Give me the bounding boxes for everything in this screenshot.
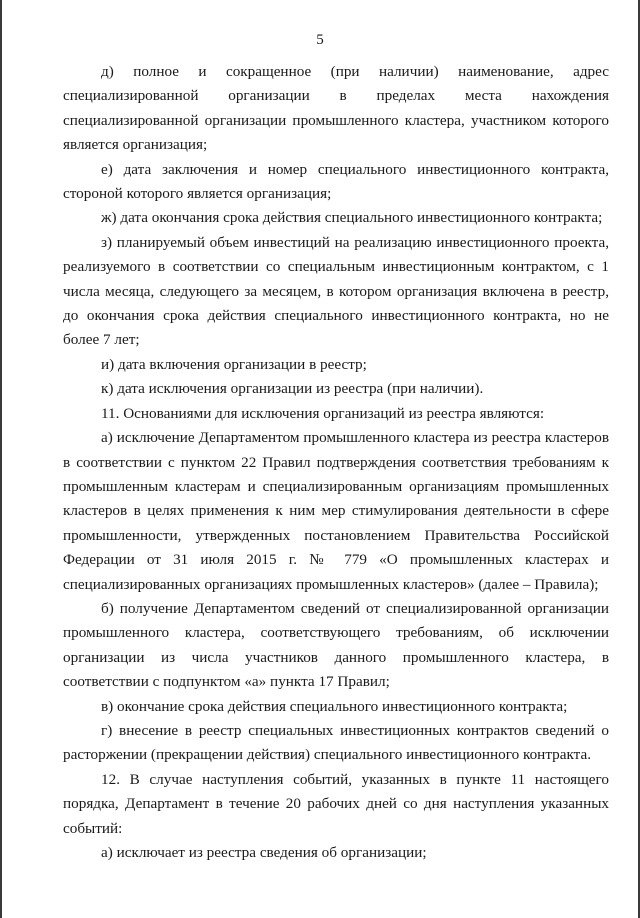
paragraph-g-contract-termination: г) внесение в реестр специальных инвестиционных контрактов сведений о расторжении (прекращении действия) специального инвестиционного контракта. — [63, 721, 609, 764]
page-number: 5 — [316, 32, 324, 48]
paragraph-z-investment-volume: з) планируемый объем инвестиций на реализацию инвестиционного проекта, реализуемого в соответствии со специальным инвестиционным контрактом, с 1 числа месяца, следующего за месяцем, в котором организация включена в реестр, до окончания срока действия специального инвестиционного контракта, но не более 7 лет; — [63, 233, 609, 349]
paragraph-d-name-address: д) полное и сокращенное (при наличии) наименование, адрес специализированной организации в пределах места нахождения специализированной организации промышленного кластера, участником которого является организация; — [63, 63, 609, 154]
paragraph-v-contract-expiry: в) окончание срока действия специального инвестиционного контракта; — [101, 697, 568, 715]
paragraph-e-contract-date: е) дата заключения и номер специального инвестиционного контракта, стороной которого является организация; — [63, 160, 609, 203]
scan-edge-left — [0, 0, 2, 918]
document-body — [63, 60, 609, 865]
paragraph-k-exclusion-date: к) дата исключения организации из реестра (при наличии). — [101, 380, 484, 398]
paragraph-11-exclusion-grounds: 11. Основаниями для исключения организаций из реестра являются: — [101, 404, 545, 422]
paragraph-i-inclusion-date: и) дата включения организации в реестр; — [101, 355, 367, 373]
paragraph-a-cluster-exclusion: а) исключение Департаментом промышленного кластера из реестра кластеров в соответствии с пунктом 22 Правил подтверждения соответствия требованиям к промышленным кластерам и специализированным организациям промышленных кластеров в целях применения к ним мер стимулирования деятельности в сфере промышленности, утвержденных постановлением Правительства Российской Федерации от 31 июля 2015 г. № 779 «О промышленных кластерах и специализированных организациях промышленных кластеров» (далее – Правила); — [63, 429, 609, 593]
paragraph-b-info-received: б) получение Департаментом сведений от специализированной организации промышленного кластера, соответствующего требованиям, об исключении организации из числа участников данного промышленного кластера, в соответствии с подпунктом «а» пункта 17 Правил; — [63, 599, 609, 691]
paragraph-zh-contract-end: ж) дата окончания срока действия специального инвестиционного контракта; — [101, 209, 603, 227]
paragraph-12-department-actions: 12. В случае наступления событий, указанных в пункте 11 настоящего порядка, Департамент в течение 20 рабочих дней со дня наступления указанных событий: — [63, 770, 609, 837]
paragraph-a-excludes-info: а) исключает из реестра сведения об организации; — [101, 844, 427, 861]
